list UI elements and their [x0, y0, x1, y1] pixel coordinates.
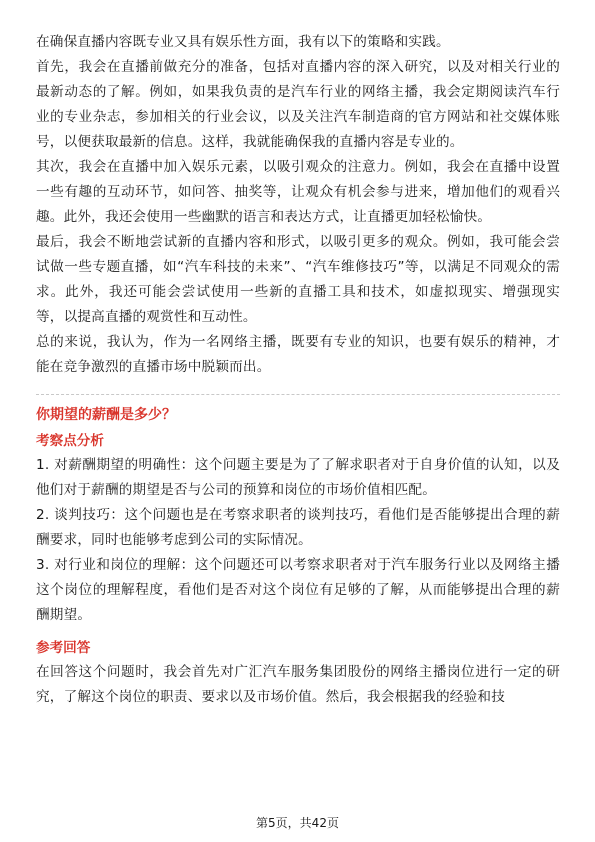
intro-paragraph: 总的来说，我认为，作为一名网络主播，既要有专业的知识，也要有娱乐的精神，才能在竞争激烈的直播市场中脱颖而出。	[36, 334, 560, 375]
analysis-heading: 考察点分析	[36, 433, 104, 449]
intro-paragraph: 其次，我会在直播中加入娱乐元素，以吸引观众的注意力。例如，我会在直播中设置一些有趣的互动环节，如问答、抽奖等，让观众有机会参与进来，增加他们的观看兴趣。此外，我还会使用一些幽默的语言和表达方式，让直播更加轻松愉快。	[36, 159, 560, 225]
page-number-footer: 第5页，共42页	[256, 816, 339, 830]
analysis-item: 2. 谈判技巧：这个问题也是在考察求职者的谈判技巧，看他们是否能够提出合理的薪酬要求，同时也能够考虑到公司的实际情况。	[36, 507, 560, 548]
reference-answer: 在回答这个问题时，我会首先对广汇汽车服务集团股份的网络主播岗位进行一定的研究，了解这个岗位的职责、要求以及市场价值。然后，我会根据我的经验和技	[36, 664, 560, 705]
reference-heading: 参考回答	[36, 640, 91, 656]
document-page	[36, 30, 560, 710]
intro-paragraph: 首先，我会在直播前做充分的准备，包括对直播内容的深入研究，以及对相关行业的最新动态的了解。例如，如果我负责的是汽车行业的网络主播，我会定期阅读汽车行业的专业杂志，参加相关的行业会议，以及关注汽车制造商的官方网站和社交媒体账号，以便获取最新的信息。这样，我就能确保我的直播内容是专业的。	[36, 59, 560, 150]
intro-paragraph: 在确保直播内容既专业又具有娱乐性方面，我有以下的策略和实践。	[36, 34, 450, 50]
question-heading: 你期望的薪酬是多少？	[36, 407, 176, 423]
section-divider	[36, 394, 560, 395]
analysis-item: 1. 对薪酬期望的明确性：这个问题主要是为了了解求职者对于自身价值的认知，以及他们对于薪酬的期望是否与公司的预算和岗位的市场价值相匹配。	[36, 457, 560, 498]
analysis-item: 3. 对行业和岗位的理解：这个问题还可以考察求职者对于汽车服务行业以及网络主播这个岗位的理解程度，看他们是否对这个岗位有足够的了解，从而能够提出合理的薪酬期望。	[36, 557, 560, 623]
intro-paragraph: 最后，我会不断地尝试新的直播内容和形式，以吸引更多的观众。例如，我可能会尝试做一些专题直播，如“汽车科技的未来”、“汽车维修技巧”等，以满足不同观众的需求。此外，我还可能会尝试使用一些新的直播工具和技术，如虚拟现实、增强现实等，以提高直播的观赏性和互动性。	[36, 234, 560, 325]
